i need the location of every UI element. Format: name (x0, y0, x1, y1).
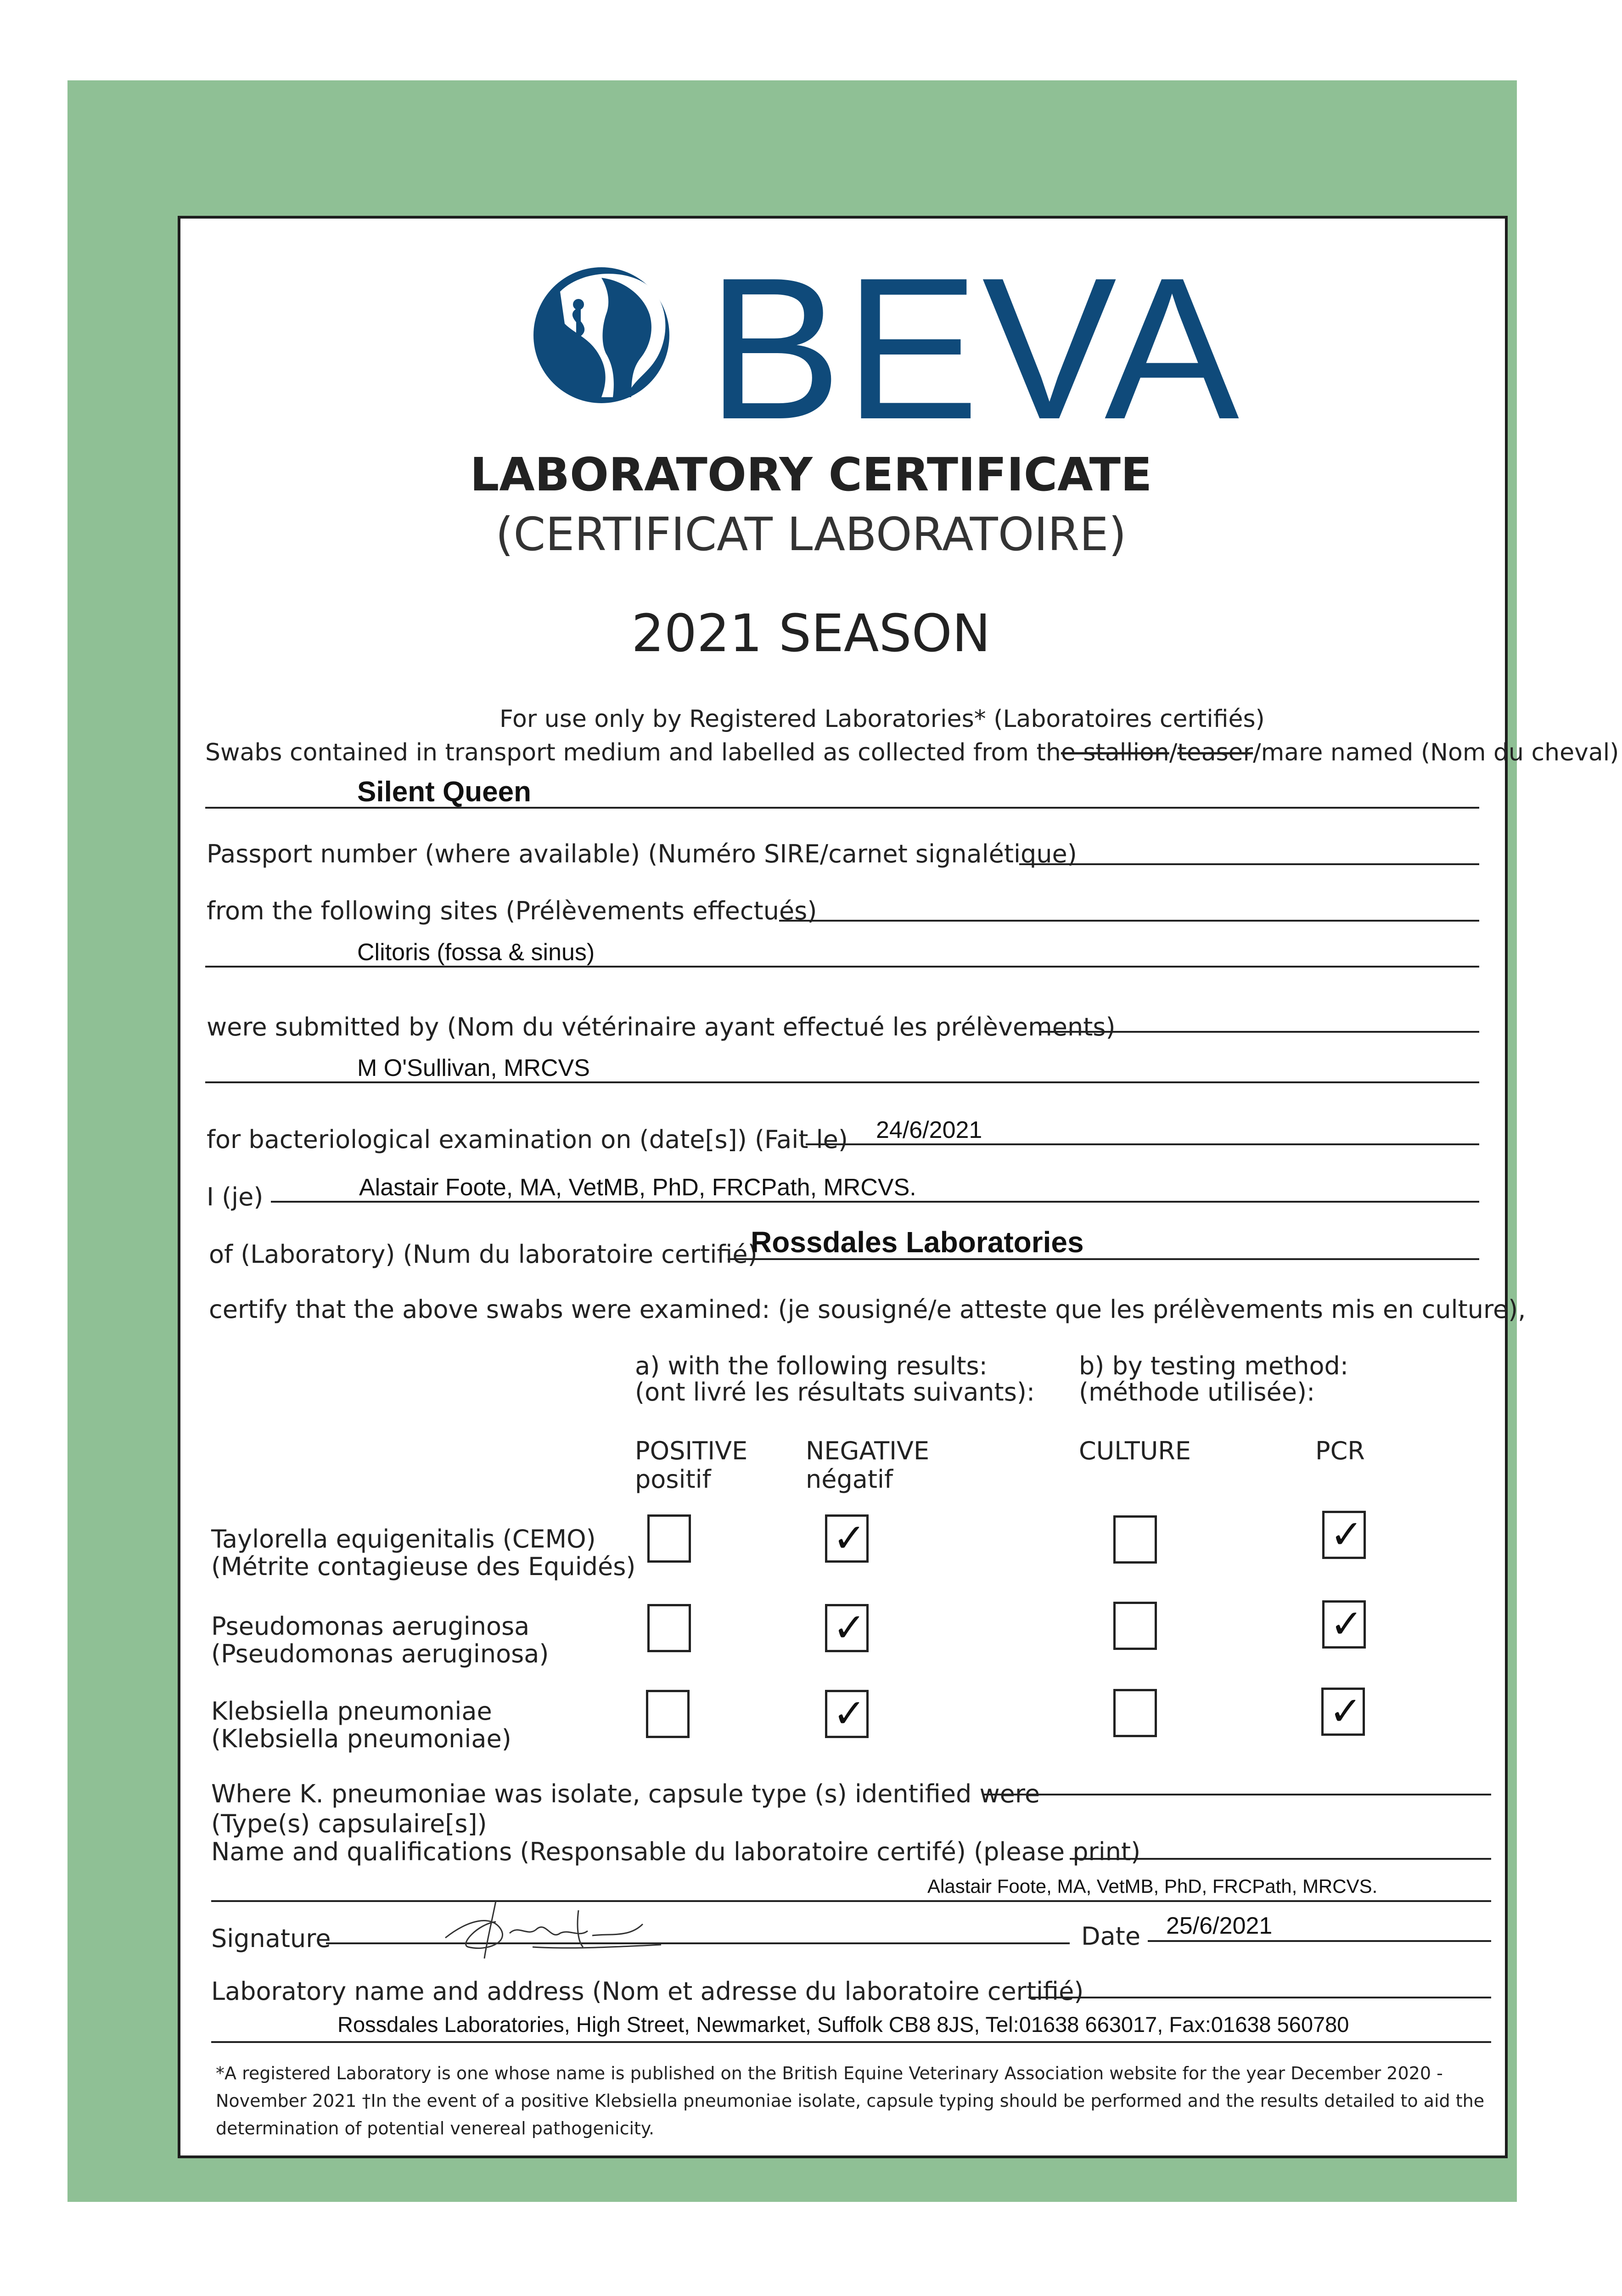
horse-name-value: Silent Queen (357, 776, 531, 808)
col-negative: NEGATIVE (806, 1436, 930, 1465)
footnote (216, 2060, 1492, 2142)
address-value: Rossdales Laboratories, High Street, Newmarket, Suffolk CB8 8JS, Tel:01638 663017, Fax:01638 560780 (337, 2012, 1349, 2037)
certify-statement: certify that the above swabs were examined: (je sousigné/e atteste que les prélèvements mis en culture), (209, 1295, 1526, 1324)
horse-head-icon (533, 259, 675, 406)
klebsiella-culture-checkbox[interactable] (1113, 1689, 1157, 1737)
taylorella-culture-checkbox[interactable] (1113, 1515, 1157, 1564)
intro-line-1: For use only by Registered Laboratories* (Laboratoires certifiés) (500, 705, 1265, 733)
method-heading-1: b) by testing method: (1079, 1351, 1349, 1380)
col-negative-fr: négatif (806, 1465, 893, 1494)
col-culture: CULTURE (1079, 1436, 1191, 1465)
responsible-line-1 (1070, 1858, 1491, 1860)
submitted-line-1 (1040, 1031, 1479, 1033)
row-klebsiella-name: Klebsiella pneumoniae (211, 1697, 492, 1726)
sites-label: from the following sites (Prélèvements effectués) (207, 896, 817, 925)
handwritten-signature (441, 1896, 670, 1961)
date-line (1148, 1940, 1491, 1942)
signature-label: Signature (211, 1924, 331, 1953)
check-icon: ✓ (833, 1515, 866, 1561)
i-label: I (je) (207, 1182, 264, 1211)
horse-name-line (205, 807, 1479, 809)
submitted-line-2 (205, 1081, 1479, 1083)
capsule-label: Where K. pneumoniae was isolate, capsule type (s) identified were (211, 1779, 1040, 1808)
results-heading-1: a) with the following results: (635, 1351, 988, 1380)
submitted-value: M O'Sullivan, MRCVS (357, 1055, 590, 1081)
certificate-subtitle: (CERTIFICAT LABORATOIRE) (495, 507, 1127, 561)
row-taylorella-name-fr: (Métrite contagieuse des Equidés) (211, 1552, 636, 1581)
laboratory-label: of (Laboratory) (Num du laboratoire certifié) (209, 1240, 758, 1269)
klebsiella-positive-checkbox[interactable] (646, 1690, 690, 1738)
sites-line-2 (205, 966, 1479, 968)
method-heading-2: (méthode utilisée): (1079, 1378, 1315, 1407)
struck-stallion: e stallion (1061, 739, 1169, 766)
sites-value: Clitoris (fossa & sinus) (357, 939, 595, 966)
sites-line-1 (779, 920, 1479, 922)
check-icon: ✓ (1330, 1601, 1364, 1647)
signature-date-value: 25/6/2021 (1166, 1913, 1273, 1939)
check-icon: ✓ (833, 1605, 866, 1651)
check-icon: ✓ (1330, 1512, 1364, 1558)
results-heading-2: (ont livré les résultats suivants): (635, 1378, 1035, 1407)
responsible-value: Alastair Foote, MA, VetMB, PhD, FRCPath, MRCVS. (927, 1875, 1378, 1897)
taylorella-positive-checkbox[interactable] (647, 1514, 691, 1563)
intro-line-2-start: Swabs contained in transport medium and labelled as collected from th (205, 739, 1061, 766)
row-klebsiella-name-fr: (Klebsiella pneumoniae) (211, 1724, 511, 1753)
responsible-line-2 (211, 1900, 1491, 1902)
certificate-title: LABORATORY CERTIFICATE (470, 448, 1152, 501)
laboratory-value: Rossdales Laboratories (751, 1226, 1084, 1259)
taylorella-negative-checkbox[interactable] (825, 1514, 869, 1563)
row-taylorella-name: Taylorella equigenitalis (CEMO) (211, 1525, 596, 1553)
exam-date-label: for bacteriological examination on (date[s]) (Fait le) (207, 1125, 848, 1154)
pseudomonas-pcr-checkbox[interactable] (1322, 1600, 1366, 1649)
intro-line-2 (205, 741, 1619, 765)
passport-line (1019, 863, 1479, 865)
passport-label: Passport number (where available) (Numéro SIRE/carnet signalétique) (207, 839, 1077, 868)
struck-teaser: teaser (1177, 739, 1253, 766)
col-positive-fr: positif (635, 1465, 711, 1494)
pseudomonas-culture-checkbox[interactable] (1113, 1602, 1157, 1650)
footnote-part-2: In the event of a positive Klebsiella pneumoniae isolate, capsule typing should be performed and the results detailed to aid the determination of potential venereal pathogenicity. (216, 2091, 1485, 2138)
row-pseudomonas-name-fr: (Pseudomonas aeruginosa) (211, 1639, 549, 1668)
capsule-line (982, 1794, 1491, 1795)
logo-wordmark: BEVA (707, 236, 1242, 461)
pseudomonas-negative-checkbox[interactable] (825, 1604, 869, 1652)
check-icon: ✓ (833, 1691, 866, 1737)
date-label: Date (1081, 1922, 1141, 1951)
taylorella-pcr-checkbox[interactable] (1322, 1511, 1366, 1559)
responsible-label: Name and qualifications (Responsable du laboratoire certifé) (please print) (211, 1837, 1141, 1866)
col-positive: POSITIVE (635, 1436, 748, 1465)
submitted-label: were submitted by (Nom du vétérinaire ayant effectué les prélèvements) (207, 1013, 1116, 1041)
i-line (271, 1201, 1479, 1203)
check-icon: ✓ (1329, 1688, 1363, 1734)
address-line-2 (211, 2041, 1491, 2043)
pseudomonas-positive-checkbox[interactable] (647, 1604, 691, 1652)
dagger-icon: † (362, 2091, 371, 2111)
intro-separator: / (1169, 739, 1178, 766)
beva-logo (533, 259, 675, 406)
exam-date-line (806, 1143, 1479, 1145)
col-pcr: PCR (1315, 1436, 1365, 1465)
klebsiella-negative-checkbox[interactable] (825, 1690, 869, 1738)
capsule-label-fr: (Type(s) capsulaire[s]) (211, 1809, 487, 1838)
address-label: Laboratory name and address (Nom et adresse du laboratoire certifié) (211, 1977, 1084, 2006)
footnote-part-1: *A registered Laboratory is one whose name is published on the British Equine Veterinary Association website for the year December 2020 - November 2021 (216, 2063, 1443, 2111)
klebsiella-pcr-checkbox[interactable] (1321, 1688, 1365, 1736)
intro-line-2-end: /mare named (Nom du cheval) (1253, 739, 1619, 766)
i-value: Alastair Foote, MA, VetMB, PhD, FRCPath, MRCVS. (359, 1174, 916, 1201)
laboratory-line (728, 1258, 1479, 1260)
exam-date-value: 24/6/2021 (876, 1117, 982, 1143)
season-title: 2021 SEASON (631, 604, 991, 664)
address-line-1 (1028, 1997, 1491, 1998)
signature-line (326, 1942, 1070, 1944)
row-pseudomonas-name: Pseudomonas aeruginosa (211, 1612, 530, 1641)
